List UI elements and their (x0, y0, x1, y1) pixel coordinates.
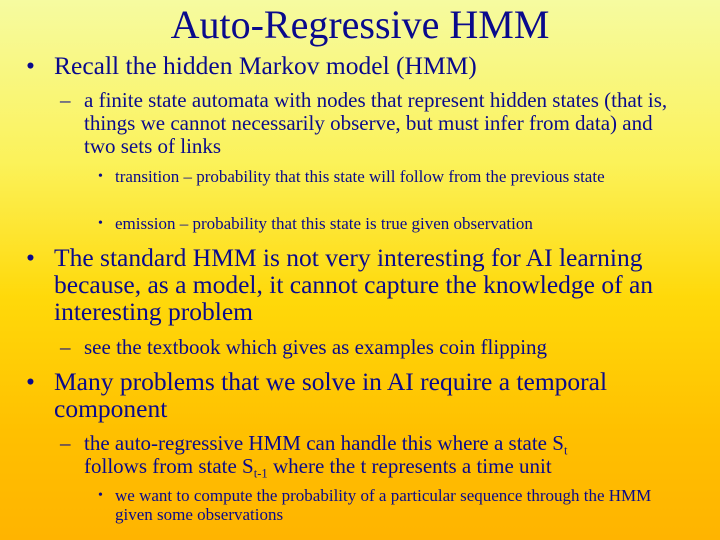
subbullet-text: see the textbook which gives as examples coin flipping (84, 335, 548, 359)
subscript-t-minus-1: t-1 (253, 466, 268, 481)
subsubbullet-compute-probability (98, 486, 675, 524)
bullet-marker: • (26, 243, 35, 272)
bullet-marker: • (98, 488, 103, 503)
subbullet-text: a finite state automata with nodes that represent hidden states (that is, things we cannot necessarily observe, but must infer from data) and two sets of links (84, 88, 668, 158)
bullet-standard-hmm (26, 244, 694, 325)
subsubbullet-text: transition – probability that this state will follow from the previous state (115, 167, 605, 186)
slide-title: Auto-Regressive HMM (170, 2, 550, 47)
subsubbullet-text: we want to compute the probability of a particular sequence through the HMM given some observations (115, 486, 652, 524)
bullet-temporal-component (26, 368, 654, 422)
subbullet-text (84, 431, 684, 481)
dash-marker: – (60, 431, 71, 455)
subsubbullet-text: emission – probability that this state is true given observation (115, 214, 533, 233)
bullet-text: The standard HMM is not very interesting for AI learning because, as a model, it cannot capture the knowledge of an interesting problem (54, 243, 654, 326)
subbullet-finite-state-automata (60, 89, 684, 158)
text-part: follows from state S (84, 454, 254, 478)
bullet-text: Recall the hidden Markov model (HMM) (54, 51, 477, 80)
bullet-marker: • (26, 51, 35, 80)
bullet-recall-hmm (26, 52, 694, 79)
subbullet-auto-regressive (60, 431, 684, 481)
bullet-marker: • (98, 216, 103, 231)
text-part: where the t represents a time unit (267, 454, 552, 478)
bullet-text: Many problems that we solve in AI require a temporal component (54, 367, 608, 423)
subsubbullet-transition (98, 167, 655, 186)
subbullet-textbook (60, 336, 684, 359)
bullet-marker: • (98, 169, 103, 184)
text-part: the auto-regressive HMM can handle this where a state S (84, 431, 564, 455)
subsubbullet-emission (98, 214, 695, 233)
dash-marker: – (60, 88, 71, 112)
dash-marker: – (60, 335, 71, 359)
bullet-marker: • (26, 367, 35, 396)
subscript-t: t (563, 443, 568, 458)
